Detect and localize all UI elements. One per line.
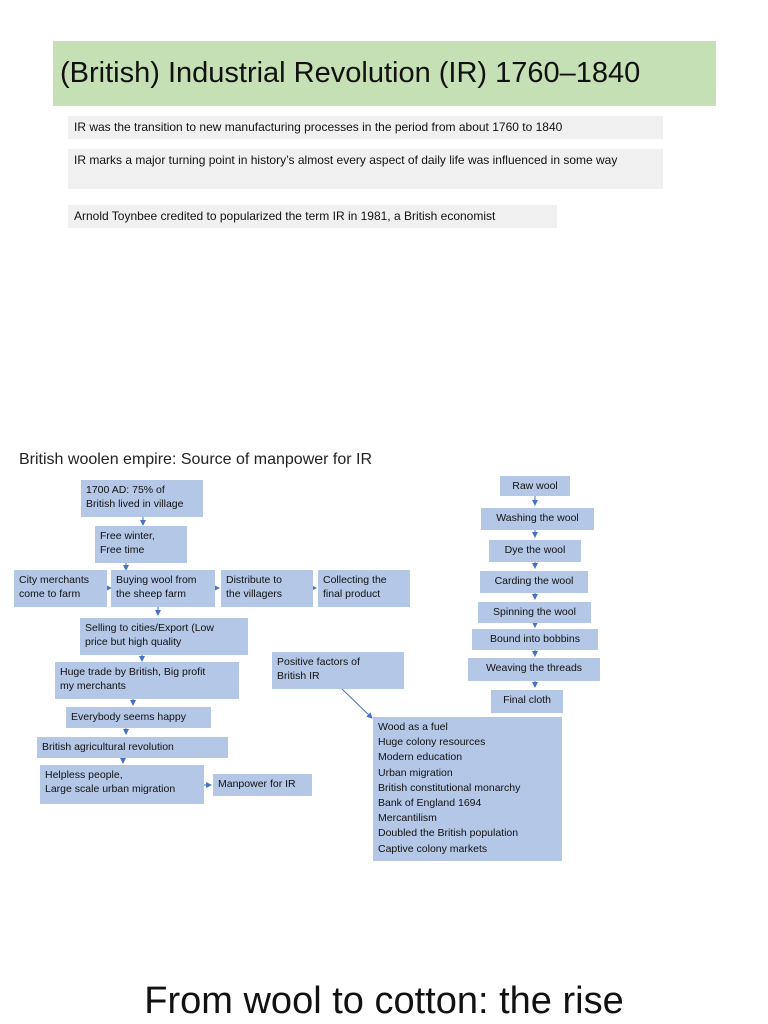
process-dye: Dye the wool xyxy=(489,540,581,562)
box-free-time: Free winter, Free time xyxy=(95,526,187,563)
process-carding: Carding the wool xyxy=(480,571,588,593)
process-washing: Washing the wool xyxy=(481,508,594,530)
box-agri-revolution: British agricultural revolution xyxy=(37,737,228,758)
process-bobbins: Bound into bobbins xyxy=(472,629,598,650)
box-positive-factors: Positive factors of British IR xyxy=(272,652,404,689)
box-selling: Selling to cities/Export (Low price but high quality xyxy=(80,618,248,655)
fact-turning-point: IR marks a major turning point in history’s almost every aspect of daily life was influenced in some way xyxy=(68,149,663,189)
process-spinning: Spinning the wool xyxy=(478,602,591,623)
box-helpless: Helpless people, Large scale urban migration xyxy=(40,765,204,804)
section-title: British woolen empire: Source of manpower for IR xyxy=(19,451,373,468)
process-final-cloth: Final cloth xyxy=(491,690,563,713)
box-huge-trade: Huge trade by British, Big profit my merchants xyxy=(55,662,239,699)
box-distribute: Distribute to the villagers xyxy=(221,570,313,607)
box-happy: Everybody seems happy xyxy=(66,707,211,728)
box-buying-wool: Buying wool from the sheep farm xyxy=(111,570,215,607)
fact-transition: IR was the transition to new manufacturing processes in the period from about 1760 to 1840 xyxy=(68,116,663,139)
page-title: (British) Industrial Revolution (IR) 1760–1840 xyxy=(53,41,716,106)
box-collecting: Collecting the final product xyxy=(318,570,410,607)
box-village: 1700 AD: 75% of British lived in village xyxy=(81,480,203,517)
box-factors-list: Wood as a fuel Huge colony resources Modern education Urban migration British constitutional monarchy Bank of England 1694 Mercantilism Doubled the British population Captive colony markets xyxy=(373,717,562,861)
process-weaving: Weaving the threads xyxy=(468,658,600,681)
arrow-positive-factors xyxy=(342,689,372,718)
bottom-title: From wool to cotton: the rise xyxy=(144,980,624,1022)
fact-toynbee: Arnold Toynbee credited to popularized the term IR in 1981, a British economist xyxy=(68,205,557,228)
box-manpower: Manpower for IR xyxy=(213,774,312,796)
process-raw-wool: Raw wool xyxy=(500,476,570,496)
box-city-merchants: City merchants come to farm xyxy=(14,570,107,607)
